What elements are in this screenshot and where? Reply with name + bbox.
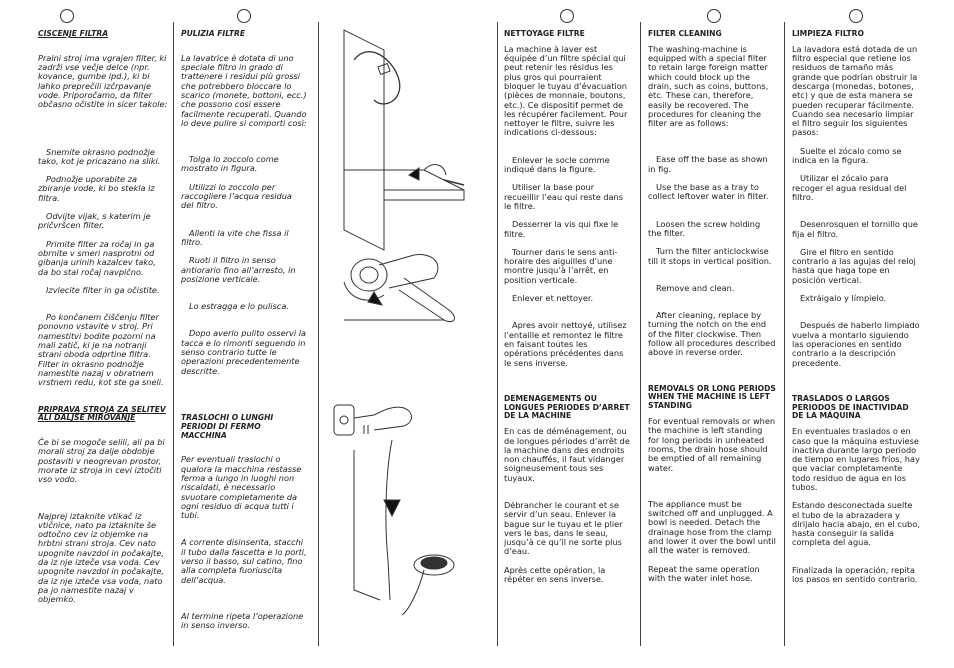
filter-step-2: Use the base as a tray to collect leftover water in filter.	[648, 182, 769, 202]
language-marker-circle	[237, 9, 251, 23]
filter-step-1: Suelte el zócalo como se indica en la figura.	[792, 145, 902, 166]
filter-step-4: Primite filter za ročaj in ga obrnite v smeri nasprotni od gibanja urinih kazalcev tako, da bo stal ročaj navpično.	[38, 238, 156, 277]
heading-moving: PRIPRAVA STROJA ZA SELITEV ALI DALJŠE MIROVANJE	[38, 404, 166, 423]
column-spanish	[792, 30, 922, 648]
filter-step-5: Lo estragga e lo pulisca.	[189, 301, 289, 312]
filter-step-5: Remove and clean.	[656, 282, 735, 293]
filter-step-1: Enlever le socle comme indiqué dans la figure.	[504, 154, 610, 175]
column-divider	[318, 22, 319, 646]
filter-step-1: Snemite okrasno podnožje tako, kot je pricazano na sliki.	[38, 146, 161, 166]
filter-after: Después de haberlo limpiado vuelva a montarlo siguiendo las operaciones en sentido contrario a la descripción precedente.	[792, 320, 920, 368]
moving-text-2: Estando desconectada suelte el tubo de la abrazadera y dirijalo hacia abajo, en el cubo, hasta conseguir la salida completa del agua.	[792, 500, 920, 548]
filter-intro: La lavatrice è dotata di uno speciale filtro in grado di trattenere i residui più grossi che potrebbero bloccare lo scarico (monete, bottoni, ecc.) che possono così essere facilmente recuperati. Quando lo deve pulire si comporti così:	[181, 52, 307, 128]
moving-text-3: Après cette opération, la répéter en sens inverse.	[504, 564, 606, 585]
moving-text-1: Če bi se mogoče selili, ali pa bi morali stroj za dalje obdobje postaviti v neogrevan prostor, morate iz stroja in cevi iztočiti vso vodo.	[38, 437, 165, 485]
moving-text-2: A corrente disinserita, stacchi il tubo dalla fascetta e lo porti, verso il basso, sul catino, fino alla completa fuoriuscita dell’acqua.	[181, 537, 307, 585]
filter-step-2: Utilizar el zócalo para recoger el agua residual del filtro.	[792, 173, 907, 202]
heading-moving: REMOVALS OR LONG PERIODS WHEN THE MACHINE IS LEFT STANDING	[648, 383, 776, 411]
filter-step-3: Desenrosquen el tornillo que fija el filtro.	[792, 219, 918, 239]
column-divider	[497, 22, 498, 646]
filter-step-2: Utilizzi lo zoccolo per raccogliere l’acqua residua del filtro.	[181, 181, 292, 211]
moving-text-1: En cas de déménagement, ou de longues périodes d’arrêt de la machine dans des endroits non chauffés, il faut vidanger soigneusement tous ses tuyaux.	[504, 426, 630, 483]
moving-text-3: Repeat the same operation with the water inlet hose.	[648, 563, 760, 583]
filter-step-3: Allenti la vite che fissa il filtro.	[181, 227, 289, 247]
column-divider	[173, 22, 174, 646]
filter-step-1: Ease off the base as shown in fig.	[648, 154, 768, 174]
column-divider	[640, 22, 641, 646]
filter-step-4: Ruoti il filtro in senso antiorario fino all’arresto, in posizione verticale.	[181, 255, 296, 284]
column-french	[504, 30, 632, 648]
moving-text-3: Al termine ripeta l’operazione in senso inverso.	[181, 610, 304, 631]
heading-moving: TRASLADOS O LARGOS PERIODOS DE INACTIVIDAD DE LA MÁQUINA	[792, 393, 909, 421]
language-marker-circle	[560, 9, 574, 23]
language-marker-circle	[707, 9, 721, 23]
filter-intro: The washing-machine is equipped with a special filter to retain large foreign matter which could block up the drain, such as coins, buttons, etc. These can, therefore, easily be recovered. The procedures for cleaning the filter are as follows:	[648, 43, 769, 129]
filter-step-4: Gire el filtro en sentido contrario a las agujas del reloj hasta que haga tope en posición vertical.	[792, 246, 916, 285]
unplug-and-drain-illustration	[334, 405, 454, 615]
heading-filter-cleaning: PULIZIA FILTRE	[181, 30, 246, 38]
moving-text-2: The appliance must be switched off and unplugged. A bowl is needed. Detach the drainage hose from the clamp and lower it over the bowl until all the water is removed.	[648, 498, 776, 556]
column-slovenian	[38, 30, 168, 648]
language-marker-circle	[60, 9, 74, 23]
filter-step-4: Tourner dans le sens anti-horaire des aiguilles d’une montre jusqu’à l’arrêt, en position verticale.	[504, 246, 618, 285]
filter-removal-illustration	[344, 255, 454, 322]
filter-after: Apres avoir nettoyé, utilisez l’entaille et remontez le filtre en faisant toutes les opérations précédentes dans le sens inverse.	[504, 320, 627, 368]
filter-intro: Pralni stroj ima vgrajen filter, ki zadrži vse večje delce (npr. kovance, gumbe ipd.), ki bi lahko preprečili izčrpavanje vode. Priporočamo, da filter občasno očistite in sicer takole:	[38, 52, 168, 110]
filter-step-3: Loosen the screw holding the filter.	[648, 218, 761, 238]
moving-text-3: Finalizada la operación, repita los pasos en sentido contrario.	[792, 564, 918, 585]
illustrations	[324, 20, 470, 648]
moving-text-2: Débrancher le courant et se servir d’un seau. Enlever la bague sur le tuyau et le plier vers le bas, dans le seau, jusqu’à ce qu’il ne sorte plus d’eau.	[504, 499, 623, 557]
heading-filter-cleaning: LIMPIEZA FILTRO	[792, 30, 864, 38]
washing-machine-filter-illustration	[344, 30, 464, 250]
filter-after: Po končanem čiščenju filter ponovno vstavite v stroj. Pri namestitvi bodite pozorni na mali zatič, ki je na notranji strani oboda odprtine filtra. Filter in okrasno podnožje namestite nazaj v obratnem vrstnem redu, kot ste ga sneli.	[38, 312, 164, 388]
filter-step-5: Enlever et nettoyer.	[512, 293, 594, 304]
filter-step-5: Extráigalo y límpielo.	[800, 293, 887, 304]
filter-step-3: Desserrer la vis qui fixe le filtre.	[504, 219, 619, 239]
moving-text-1: Per eventuali traslochi o qualora la macchina restasse ferma a lungo in luoghi non riscaldati, è necessario svuotare completamente da ogni residuo di acqua tutti i tubi.	[181, 454, 302, 521]
filter-after: After cleaning, replace by turning the notch on the end of the filter clockwise. Then follow all procedures described above in reverse order.	[648, 310, 776, 358]
filter-step-2: Podnožje uporabite za zbiranje vode, ki bo stekla iz filtra.	[38, 174, 155, 203]
filter-intro: La lavadora está dotada de un filtro especial que retiene los residuos de tamaño más grande que podrían obstruir la descarga (monedas, botones, etc) y que de esta manera se pueden recuperar fácilmente. Cuando sea necesario limpiar el filtro seguir los siguientes pasos:	[792, 43, 918, 138]
filter-after: Dopo averlo pulito osservi la tacca e lo rimonti seguendo in senso contrario tutte le operazioni precedentemente descritte.	[181, 328, 306, 376]
filter-step-1: Tolga lo zoccolo come mostrato in figura.	[181, 154, 279, 174]
moving-text-2: Najprej iztaknite vtikač iz vtičnice, nato pa iztaknite še odtočno cev iz objemke na hrbtni strani stroja. Cev nato upognite navzdol in počakajte, da iz nje izteče vsa voda. Cev upognite navzdol in počakajte, da iz nje izteče vsa voda, nato pa jo namestite nazaj v objemko.	[38, 510, 165, 605]
filter-step-3: Odvijte vijak, s katerim je pričvršcen filter.	[38, 211, 151, 231]
filter-step-2: Utiliser la base pour recueillir l’eau qui reste dans le filtre.	[504, 182, 624, 211]
heading-filter-cleaning: ČIŠČENJE FILTRA	[38, 30, 109, 38]
heading-moving: DEMENAGEMENTS OU LONGUES PERIODES D’ARRET DE LA MACHINE	[504, 393, 630, 421]
filter-step-5: Izvlecite filter in ga očistite.	[46, 284, 160, 295]
column-english	[648, 30, 776, 648]
column-italian	[181, 30, 307, 648]
language-marker-circle	[849, 9, 863, 23]
filter-step-4: Turn the filter anticlockwise till it stops in vertical position.	[648, 246, 772, 266]
heading-filter-cleaning: FILTER CLEANING	[648, 30, 722, 38]
heading-filter-cleaning: NETTOYAGE FILTRE	[504, 30, 585, 38]
moving-text-1: For eventual removals or when the machine is left standing for long periods in unheated rooms, the drain hose should be emptied of all remaining water.	[648, 416, 776, 473]
column-divider	[784, 22, 785, 646]
filter-intro: La machine à laver est équipée d’un filtre spécial qui peut retenir les résidus les plus gros qui pourraient bloquer le tuyau d’évacuation (pièces de monnaie, boutons, etc.). Ce dispositif permet de les récupérer facilement. Pour nettoyer le filtre, suivre les indications ci-dessous:	[504, 43, 628, 138]
moving-text-1: En eventuales traslados o en caso que la máquina estuviese inactiva durante largo periodo de tiempo en lugares fríos, hay que vaciar completamente todo residuo de agua en los tubos.	[792, 426, 920, 492]
heading-moving: TRASLOCHI O LUNGHI PERIODI DI FERMO MACCHINA	[181, 412, 274, 440]
